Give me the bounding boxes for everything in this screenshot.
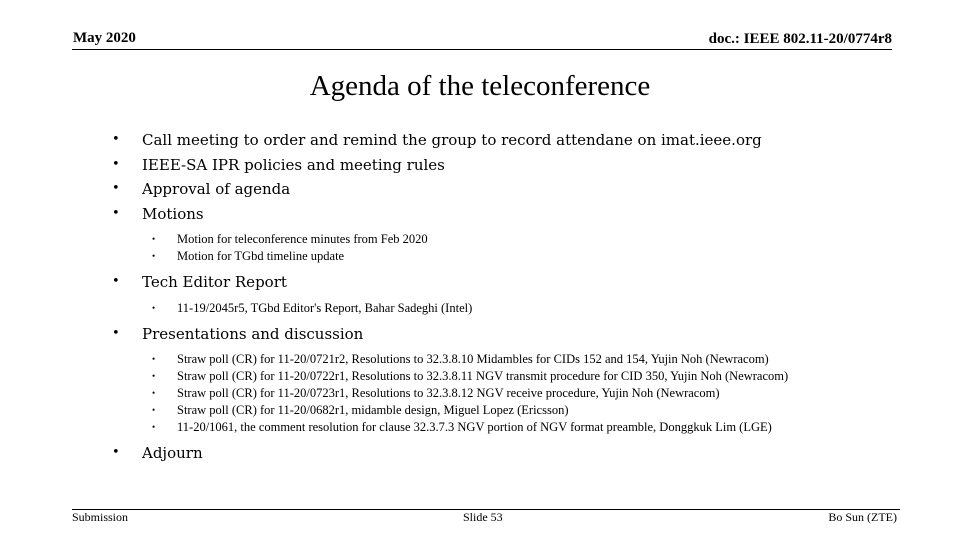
bullet-icon: • bbox=[112, 274, 120, 289]
bullet-icon: • bbox=[152, 302, 156, 313]
agenda-subitem bbox=[112, 351, 882, 368]
agenda-subitem bbox=[112, 300, 882, 317]
bullet-icon: • bbox=[152, 422, 156, 432]
agenda-subitem-text: 11-19/2045r5, TGbd Editor's Report, Bahar Sadeghi (Intel) bbox=[177, 300, 473, 315]
agenda-item bbox=[112, 441, 882, 466]
agenda-item bbox=[112, 177, 882, 202]
header-doc-id: doc.: IEEE 802.11-20/0774r8 bbox=[708, 31, 892, 47]
agenda-item bbox=[112, 270, 882, 295]
agenda-subitem-text: Straw poll (CR) for 11-20/0682r1, midamble design, Miguel Lopez (Ericsson) bbox=[177, 403, 569, 417]
bullet-icon: • bbox=[152, 251, 156, 261]
bullet-icon: • bbox=[112, 156, 120, 172]
agenda-subitems bbox=[112, 351, 882, 436]
agenda-item-text: Motions bbox=[142, 204, 204, 223]
agenda-subitem bbox=[112, 231, 882, 248]
bullet-icon: • bbox=[112, 205, 120, 221]
bullet-icon: • bbox=[112, 325, 120, 341]
agenda-item-text: Adjourn bbox=[142, 444, 203, 462]
agenda-subitem-text: 11-20/1061, the comment resolution for clause 32.3.7.3 NGV portion of NGV format preamble, Donggkuk Lim (LGE) bbox=[177, 420, 772, 434]
footer-slide-number: Slide 53 bbox=[463, 510, 503, 524]
agenda-item-text: Presentations and discussion bbox=[142, 324, 364, 343]
header-date: May 2020 bbox=[73, 30, 136, 46]
agenda-item-text: IEEE-SA IPR policies and meeting rules bbox=[142, 155, 445, 174]
agenda-subitem-text: Motion for teleconference minutes from Feb 2020 bbox=[177, 232, 428, 246]
bullet-icon: • bbox=[152, 388, 156, 398]
bullet-icon: • bbox=[152, 354, 156, 364]
bullet-icon: • bbox=[112, 445, 120, 460]
agenda-list bbox=[112, 128, 882, 466]
agenda-subitem bbox=[112, 419, 882, 436]
agenda-subitem bbox=[112, 368, 882, 385]
agenda-subitems bbox=[112, 300, 882, 317]
agenda-subitem bbox=[112, 248, 882, 265]
bullet-icon: • bbox=[152, 371, 156, 381]
bullet-icon: • bbox=[112, 132, 120, 147]
bullet-icon: • bbox=[112, 181, 120, 196]
bullet-icon: • bbox=[152, 405, 156, 415]
agenda-item-text: Tech Editor Report bbox=[142, 273, 287, 291]
slide-title: Agenda of the teleconference bbox=[309, 70, 651, 102]
agenda-subitem-text: Motion for TGbd timeline update bbox=[177, 249, 345, 263]
agenda-item-text: Call meeting to order and remind the group to record attendane on imat.ieee.org bbox=[142, 131, 762, 149]
agenda-subitem-text: Straw poll (CR) for 11-20/0723r1, Resolutions to 32.3.8.12 NGV receive procedure, Yujin Noh (Newracom) bbox=[177, 386, 720, 400]
agenda-item-text: Approval of agenda bbox=[142, 180, 291, 198]
footer-submission: Submission bbox=[72, 510, 129, 524]
agenda-item bbox=[112, 322, 882, 347]
agenda-subitem bbox=[112, 402, 882, 419]
header-divider bbox=[72, 49, 892, 50]
footer-author: Bo Sun (ZTE) bbox=[828, 510, 897, 524]
agenda-subitem-text: Straw poll (CR) for 11-20/0721r2, Resolutions to 32.3.8.10 Midambles for CIDs 152 and 154, Yujin Noh (Newracom) bbox=[177, 352, 769, 366]
agenda-subitem bbox=[112, 385, 882, 402]
agenda-item bbox=[112, 153, 882, 178]
agenda-subitems bbox=[112, 231, 882, 265]
agenda-item bbox=[112, 202, 882, 227]
agenda-subitem-text: Straw poll (CR) for 11-20/0722r1, Resolutions to 32.3.8.11 NGV transmit procedure for CID 350, Yujin Noh (Newracom) bbox=[177, 369, 789, 383]
bullet-icon: • bbox=[152, 234, 156, 244]
agenda-item bbox=[112, 128, 882, 153]
